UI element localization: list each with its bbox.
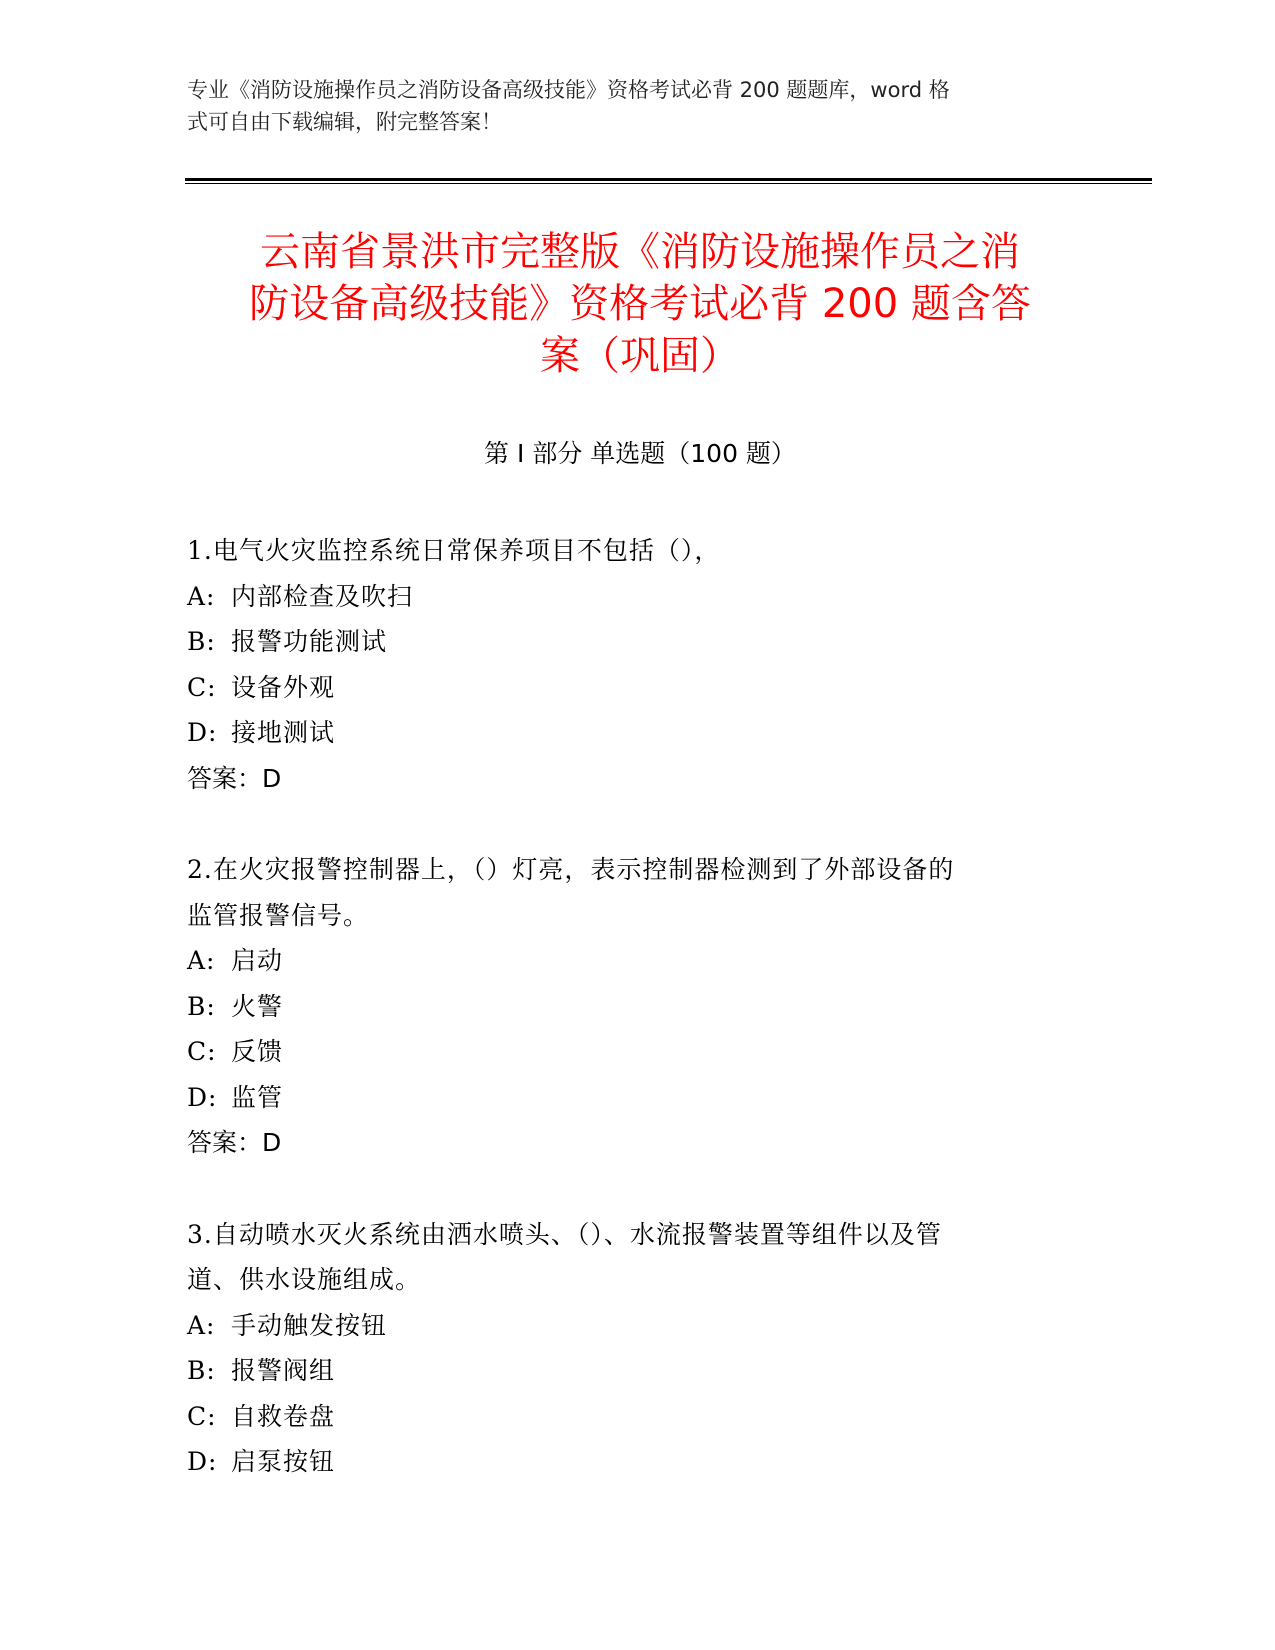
- question-item: [187, 1212, 1087, 1485]
- question-gap: [187, 1166, 1087, 1212]
- question-stem-continued: 监管报警信号。: [187, 900, 370, 930]
- option-c: [187, 665, 1087, 711]
- option-c: [187, 1394, 1087, 1440]
- header-note-line2: 式可自由下载编辑，附完整答案！: [187, 110, 502, 134]
- option-d: [187, 1075, 1087, 1121]
- option-text: 手动触发按钮: [231, 1310, 388, 1340]
- header-divider-thick: [185, 178, 1152, 181]
- option-letter: A:: [187, 946, 216, 975]
- header-divider-thin: [185, 183, 1152, 184]
- option-letter: B:: [187, 627, 216, 656]
- document-title-line1: 云南省景洪市完整版《消防设施操作员之消: [260, 229, 1020, 275]
- answer-text: 答案：D: [187, 763, 282, 793]
- option-b: [187, 984, 1087, 1030]
- option-text: 接地测试: [231, 718, 336, 747]
- option-text: 报警功能测试: [231, 627, 388, 656]
- option-letter: C:: [187, 1037, 217, 1066]
- question-stem-continued: 道、供水设施组成。: [187, 1265, 422, 1294]
- document-title-line3: 案（巩固）: [540, 333, 740, 379]
- option-text: 火警: [231, 991, 284, 1021]
- option-d: [187, 1439, 1087, 1485]
- option-letter: D:: [187, 718, 218, 747]
- option-letter: D:: [187, 1447, 218, 1476]
- option-b: [187, 1348, 1087, 1394]
- option-letter: A:: [187, 1310, 216, 1340]
- question-stem: 3.自动喷水灭火系统由洒水喷头、（）、水流报警装置等组件以及管: [187, 1219, 942, 1249]
- option-c: [187, 1029, 1087, 1075]
- option-letter: B:: [187, 1356, 216, 1385]
- option-text: 报警阀组: [231, 1356, 336, 1385]
- option-a: [187, 938, 1087, 984]
- option-letter: C:: [187, 1401, 217, 1431]
- question-stem: 1.电气火灾监控系统日常保养项目不包括（），: [187, 536, 721, 565]
- option-text: 反馈: [231, 1037, 284, 1066]
- answer-text: 答案：D: [187, 1128, 282, 1157]
- option-text: 启动: [231, 946, 284, 975]
- question-item: [187, 528, 1087, 801]
- question-list: [187, 528, 1087, 1485]
- option-letter: C:: [187, 672, 217, 702]
- option-letter: D:: [187, 1082, 218, 1112]
- question-stem: 2.在火灾报警控制器上，（）灯亮，表示控制器检测到了外部设备的: [187, 855, 955, 884]
- option-letter: A:: [187, 581, 216, 611]
- question-gap: [187, 801, 1087, 847]
- option-a: [187, 574, 1087, 620]
- option-text: 启泵按钮: [231, 1447, 336, 1476]
- option-d: [187, 710, 1087, 756]
- header-note: [187, 74, 1067, 138]
- option-text: 设备外观: [231, 672, 336, 702]
- section-title: 第 I 部分 单选题（100 题）: [484, 439, 796, 468]
- question-item: [187, 847, 1087, 1166]
- option-text: 内部检查及吹扫: [231, 581, 414, 611]
- option-letter: B:: [187, 991, 216, 1021]
- option-text: 自救卷盘: [231, 1401, 336, 1431]
- document-title-line2: 防设备高级技能》资格考试必背 200 题含答: [249, 281, 1031, 327]
- option-text: 监管: [231, 1082, 284, 1112]
- option-a: [187, 1303, 1087, 1349]
- document-title: [180, 226, 1100, 382]
- header-note-line1: 专业《消防设施操作员之消防设备高级技能》资格考试必背 200 题题库，word 格: [187, 78, 950, 102]
- option-b: [187, 619, 1087, 665]
